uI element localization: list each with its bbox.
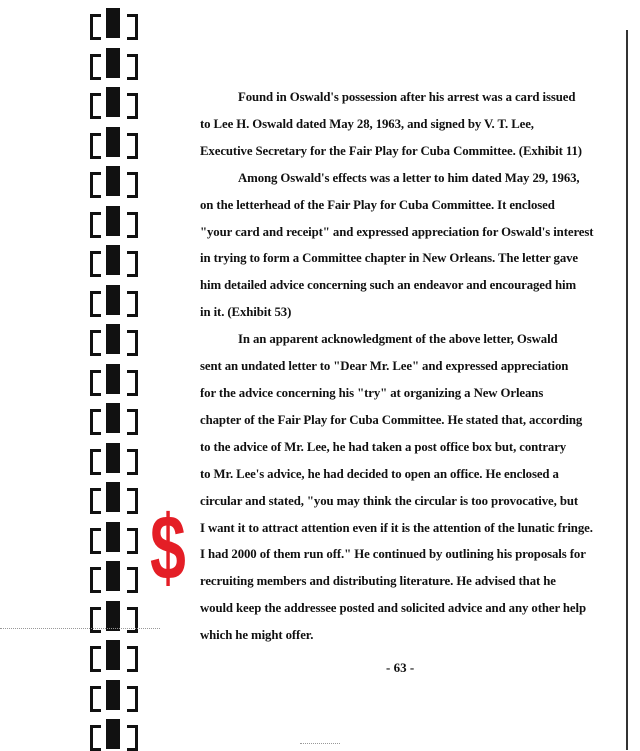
paragraph-1 [200, 84, 610, 165]
spiral-coil-part [90, 488, 101, 514]
text-line: Executive Secretary for the Fair Play for Cuba Committee. (Exhibit 11) [200, 143, 582, 158]
text-line: which he might offer. [200, 628, 314, 643]
spiral-coil-part [106, 601, 120, 631]
spiral-coil [86, 601, 142, 631]
text-line: to the advice of Mr. Lee, he had taken a post office box but, contrary [200, 439, 567, 454]
spiral-coil-part [127, 54, 138, 80]
spiral-coil-part [106, 8, 120, 38]
spiral-coil-part [127, 14, 138, 40]
scan-artifact-dots [0, 628, 160, 629]
spiral-coil [86, 8, 142, 38]
page-edge-line [626, 30, 628, 750]
spiral-binding [86, 0, 142, 750]
text-line: In an apparent acknowledgment of the above letter, Oswald [238, 332, 558, 347]
page-number: - 63 - [386, 660, 415, 675]
spiral-coil [86, 166, 142, 196]
spiral-coil [86, 364, 142, 394]
spiral-coil-part [106, 640, 120, 670]
spiral-coil-part [106, 245, 120, 275]
spiral-coil-part [90, 567, 101, 593]
text-line: on the letterhead of the Fair Play for Cuba Committee. It enclosed [200, 197, 555, 212]
spiral-coil [86, 561, 142, 591]
spiral-coil-part [90, 172, 101, 198]
spiral-coil [86, 719, 142, 749]
spiral-coil-part [90, 686, 101, 712]
text-line: I want it to attract attention even if it is the attention of the lunatic fringe. [200, 520, 593, 535]
spiral-coil-part [106, 285, 120, 315]
spiral-coil-part [127, 291, 138, 317]
spiral-coil-part [106, 127, 120, 157]
spiral-coil [86, 403, 142, 433]
spiral-coil-part [106, 87, 120, 117]
spiral-coil-part [127, 409, 138, 435]
spiral-coil [86, 324, 142, 354]
text-line: to Mr. Lee's advice, he had decided to open an office. He enclosed a [200, 466, 559, 481]
scan-artifact-dots-bottom [300, 743, 340, 744]
spiral-coil [86, 127, 142, 157]
spiral-coil-part [106, 48, 120, 78]
spiral-coil [86, 680, 142, 710]
spiral-coil-part [90, 330, 101, 356]
spiral-coil-part [127, 330, 138, 356]
spiral-coil-part [127, 370, 138, 396]
spiral-coil-part [127, 251, 138, 277]
spiral-coil-part [127, 488, 138, 514]
text-line: Found in Oswald's possession after his arrest was a card issued [238, 90, 576, 104]
spiral-coil-part [127, 133, 138, 159]
text-line: I had 2000 of them run off." He continued by outlining his proposals for [200, 547, 586, 562]
spiral-coil-part [106, 680, 120, 710]
spiral-coil-part [106, 364, 120, 394]
text-line: sent an undated letter to "Dear Mr. Lee" and expressed appreciation [200, 359, 569, 374]
dollar-mark: $ [150, 497, 186, 599]
spiral-coil [86, 206, 142, 236]
spiral-coil-part [127, 93, 138, 119]
spiral-coil-part [90, 646, 101, 672]
spiral-coil [86, 48, 142, 78]
spiral-coil-part [106, 443, 120, 473]
spiral-coil-part [127, 686, 138, 712]
spiral-coil-part [106, 166, 120, 196]
spiral-coil [86, 522, 142, 552]
spiral-coil-part [90, 14, 101, 40]
spiral-coil-part [127, 567, 138, 593]
spiral-coil-part [90, 449, 101, 475]
text-line: "your card and receipt" and expressed appreciation for Oswald's interest [200, 224, 594, 239]
spiral-coil-part [106, 719, 120, 749]
text-line: to Lee H. Oswald dated May 28, 1963, and signed by V. T. Lee, [200, 116, 534, 131]
text-line: him detailed advice concerning such an endeavor and encouraged him [200, 278, 577, 293]
spiral-coil-part [127, 528, 138, 554]
spiral-coil [86, 640, 142, 670]
spiral-coil-part [106, 482, 120, 512]
text-line: in trying to form a Committee chapter in New Orleans. The letter gave [200, 251, 578, 266]
spiral-coil-part [106, 403, 120, 433]
spiral-coil [86, 245, 142, 275]
spiral-coil-part [90, 409, 101, 435]
spiral-coil-part [106, 522, 120, 552]
spiral-coil-part [127, 449, 138, 475]
text-line: circular and stated, "you may think the circular is too provocative, but [200, 493, 579, 508]
spiral-coil-part [90, 725, 101, 751]
spiral-coil [86, 443, 142, 473]
text-line: in it. (Exhibit 53) [200, 305, 292, 320]
spiral-coil-part [90, 291, 101, 317]
spiral-coil-part [90, 133, 101, 159]
paragraph-3 [200, 326, 610, 649]
spiral-coil-part [90, 212, 101, 238]
body-text [200, 84, 610, 649]
spiral-coil-part [90, 93, 101, 119]
text-line: would keep the addressee posted and solicited advice and any other help [200, 601, 586, 616]
text-line: chapter of the Fair Play for Cuba Committee. He stated that, according [200, 412, 583, 427]
paragraph-2 [200, 165, 610, 326]
spiral-coil-part [90, 54, 101, 80]
text-line: recruiting members and distributing literature. He advised that he [200, 574, 556, 589]
text-line: for the advice concerning his "try" at organizing a New Orleans [200, 385, 544, 400]
spiral-coil-part [90, 251, 101, 277]
spiral-coil-part [127, 725, 138, 751]
spiral-coil [86, 285, 142, 315]
spiral-coil [86, 87, 142, 117]
spiral-coil-part [106, 206, 120, 236]
spiral-coil-part [127, 172, 138, 198]
spiral-coil-part [127, 646, 138, 672]
spiral-coil-part [127, 212, 138, 238]
spiral-coil-part [90, 370, 101, 396]
spiral-coil-part [106, 561, 120, 591]
text-line: Among Oswald's effects was a letter to him dated May 29, 1963, [238, 170, 580, 185]
spiral-coil [86, 482, 142, 512]
spiral-coil-part [106, 324, 120, 354]
spiral-coil-part [90, 528, 101, 554]
